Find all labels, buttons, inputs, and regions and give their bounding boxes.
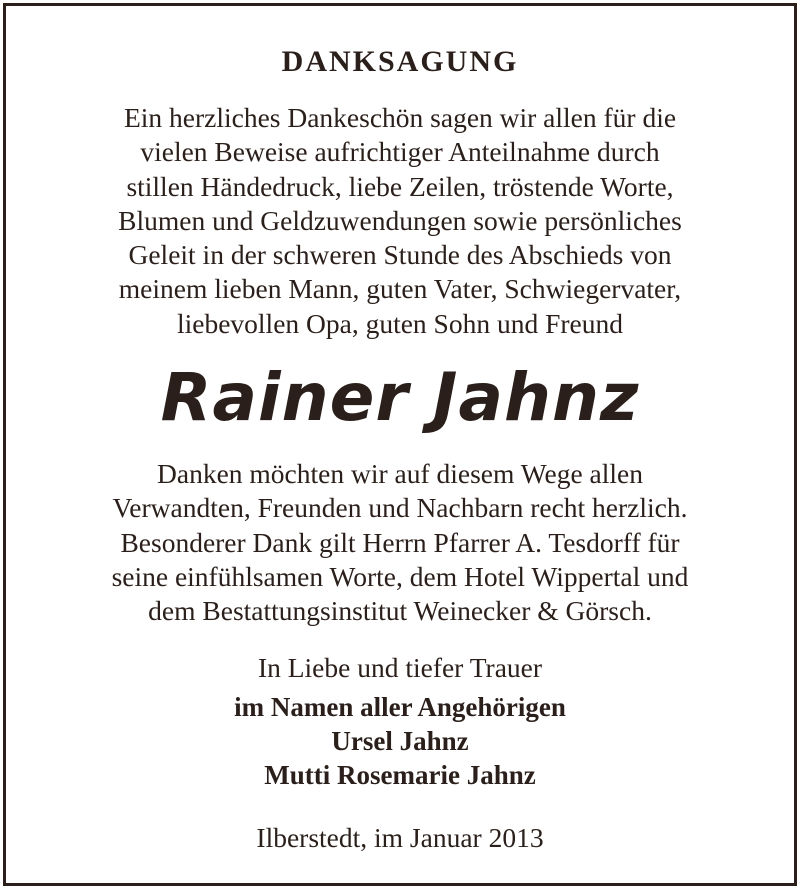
- intro-line: stillen Händedruck, liebe Zeilen, tröstende Worte,: [126, 170, 674, 202]
- signer-line: Mutti Rosemarie Jahnz: [264, 760, 536, 790]
- intro-line: Blumen und Geldzuwendungen sowie persönliches: [118, 204, 682, 236]
- intro-line: Geleit in der schweren Stunde des Abschieds von: [128, 239, 672, 271]
- signer-line: im Namen aller Angehörigen: [234, 692, 566, 722]
- intro-line: liebevollen Opa, guten Sohn und Freund: [176, 307, 624, 339]
- thanks-paragraph: [6, 457, 794, 628]
- intro-line: vielen Beweise aufrichtiger Anteilnahme durch: [140, 136, 660, 168]
- thanks-line: Verwandten, Freunden und Nachbarn recht herzlich.: [112, 492, 688, 524]
- thanks-line: seine einfühlsamen Worte, dem Hotel Wippertal und: [111, 560, 689, 592]
- thanks-line: Besonderer Dank gilt Herrn Pfarrer A. Tesdorff für: [120, 526, 680, 558]
- signers-block: [6, 690, 794, 792]
- intro-paragraph: [6, 101, 794, 341]
- thanks-line: dem Bestattungsinstitut Weinecker & Görsch.: [148, 595, 652, 627]
- intro-line: Ein herzliches Dankeschön sagen wir allen für die: [123, 102, 677, 133]
- notice-border: [3, 3, 797, 886]
- intro-line: meinem lieben Mann, guten Vater, Schwiegervater,: [118, 273, 682, 305]
- thanks-line: Danken möchten wir auf diesem Wege allen: [157, 458, 643, 489]
- notice-heading: DANKSAGUNG: [281, 45, 519, 78]
- place-date: Ilberstedt, im Januar 2013: [256, 822, 544, 853]
- deceased-name: Rainer Jahnz: [160, 359, 640, 436]
- notice-content: [6, 6, 794, 883]
- signer-line: Ursel Jahnz: [331, 726, 469, 756]
- closing-phrase: In Liebe und tiefer Trauer: [257, 652, 543, 683]
